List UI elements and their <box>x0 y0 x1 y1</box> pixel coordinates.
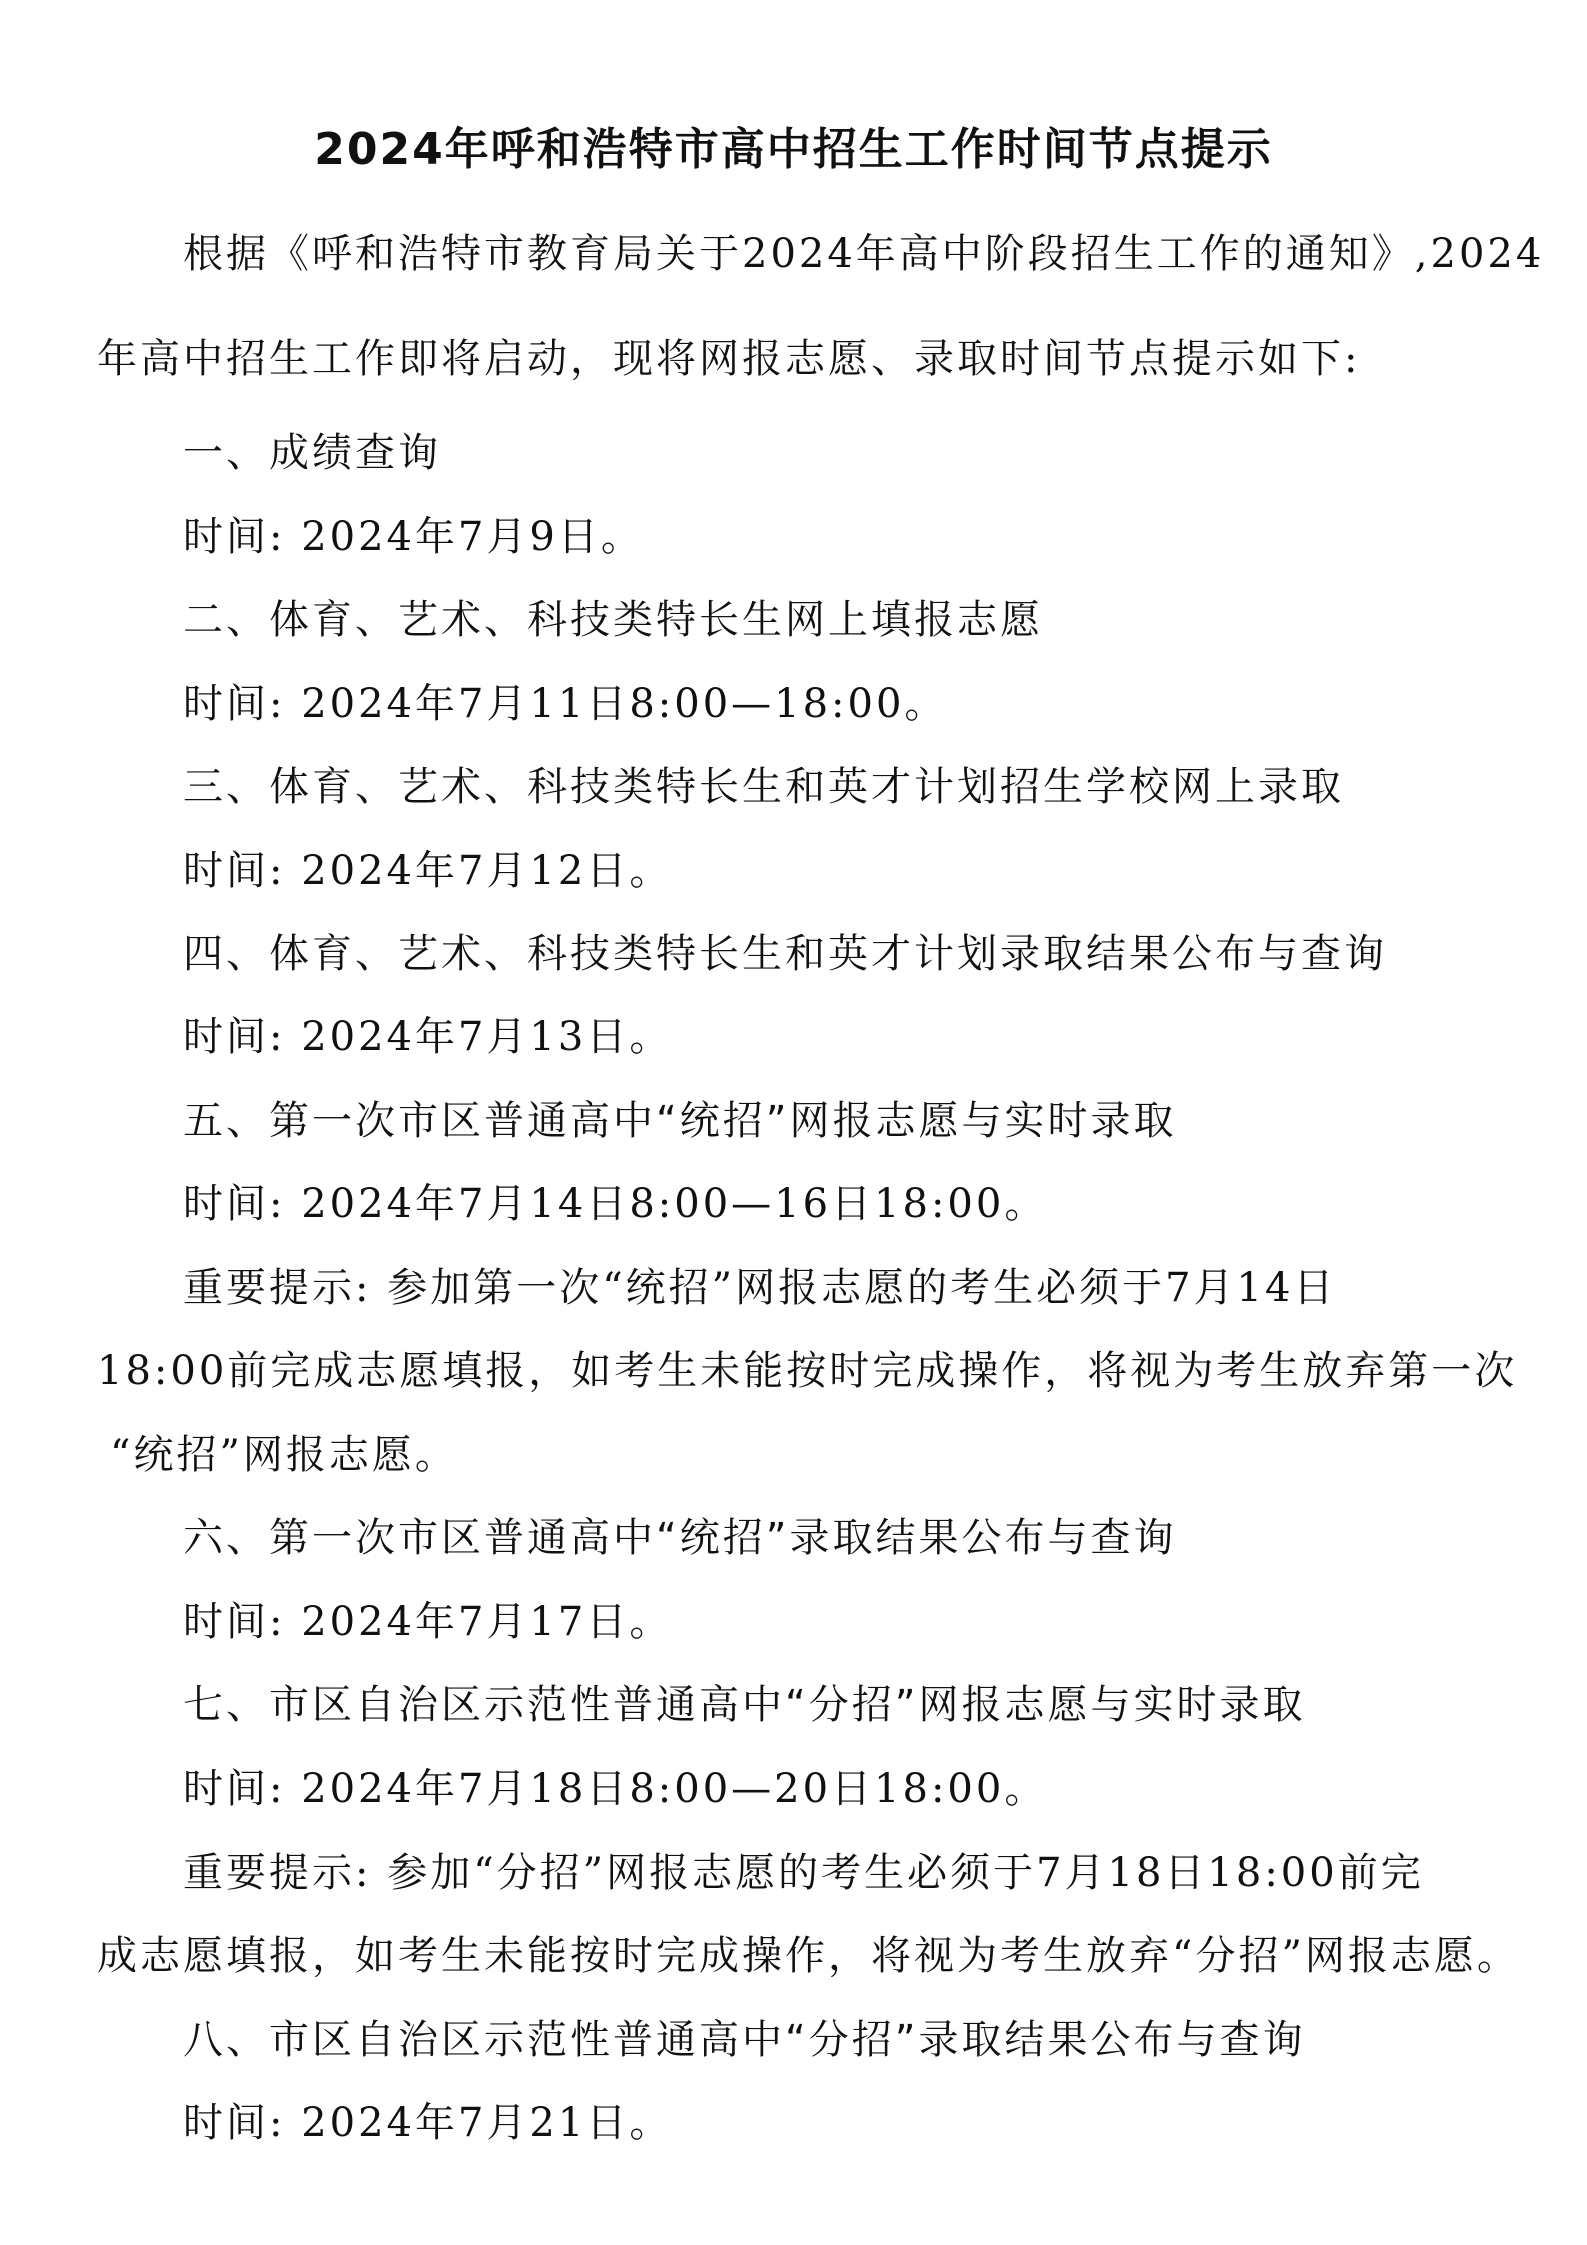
important-note-line: 重要提示: 参加第一次“统招”网报志愿的考生必须于7月14日 <box>183 1265 1337 1311</box>
section-time-5: 时间: 2024年7月14日8:00—16日18:00。 <box>183 1181 1048 1227</box>
section-heading-4: 四、体育、艺术、科技类特长生和英才计划录取结果公布与查询 <box>183 931 1387 977</box>
section-heading-6: 六、第一次市区普通高中“统招”录取结果公布与查询 <box>183 1515 1177 1561</box>
section-time-8: 时间: 2024年7月21日。 <box>183 2100 673 2146</box>
document-title: 2024年呼和浩特市高中招生工作时间节点提示 <box>314 124 1273 175</box>
important-note-line: 成志愿填报，如考生未能按时完成操作，将视为考生放弃“分招”网报志愿。 <box>97 1933 1520 1979</box>
section-time-4: 时间: 2024年7月13日。 <box>183 1014 673 1060</box>
section-heading-1: 一、成绩查询 <box>183 430 441 476</box>
important-note-line: 重要提示: 参加“分招”网报志愿的考生必须于7月18日18:00前完 <box>183 1850 1424 1896</box>
section-heading-8: 八、市区自治区示范性普通高中“分招”录取结果公布与查询 <box>183 2017 1306 2063</box>
section-time-6: 时间: 2024年7月17日。 <box>183 1599 673 1645</box>
section-time-1: 时间: 2024年7月9日。 <box>183 514 644 560</box>
section-heading-5: 五、第一次市区普通高中“统招”网报志愿与实时录取 <box>183 1098 1177 1144</box>
section-heading-2: 二、体育、艺术、科技类特长生网上填报志愿 <box>183 597 1043 643</box>
important-note-line: “统招”网报志愿。 <box>110 1432 458 1478</box>
section-time-7: 时间: 2024年7月18日8:00—20日18:00。 <box>183 1766 1048 1812</box>
section-time-3: 时间: 2024年7月12日。 <box>183 848 673 894</box>
section-heading-3: 三、体育、艺术、科技类特长生和英才计划招生学校网上录取 <box>183 764 1344 810</box>
section-heading-7: 七、市区自治区示范性普通高中“分招”网报志愿与实时录取 <box>183 1682 1306 1728</box>
section-time-2: 时间: 2024年7月11日8:00—18:00。 <box>183 681 948 727</box>
intro-paragraph-line: 根据《呼和浩特市教育局关于2024年高中阶段招生工作的通知》,2024 <box>183 231 1545 277</box>
important-note-line: 18:00前完成志愿填报，如考生未能按时完成操作，将视为考生放弃第一次 <box>97 1348 1518 1394</box>
intro-paragraph-line: 年高中招生工作即将启动，现将网报志愿、录取时间节点提示如下: <box>97 336 1361 382</box>
